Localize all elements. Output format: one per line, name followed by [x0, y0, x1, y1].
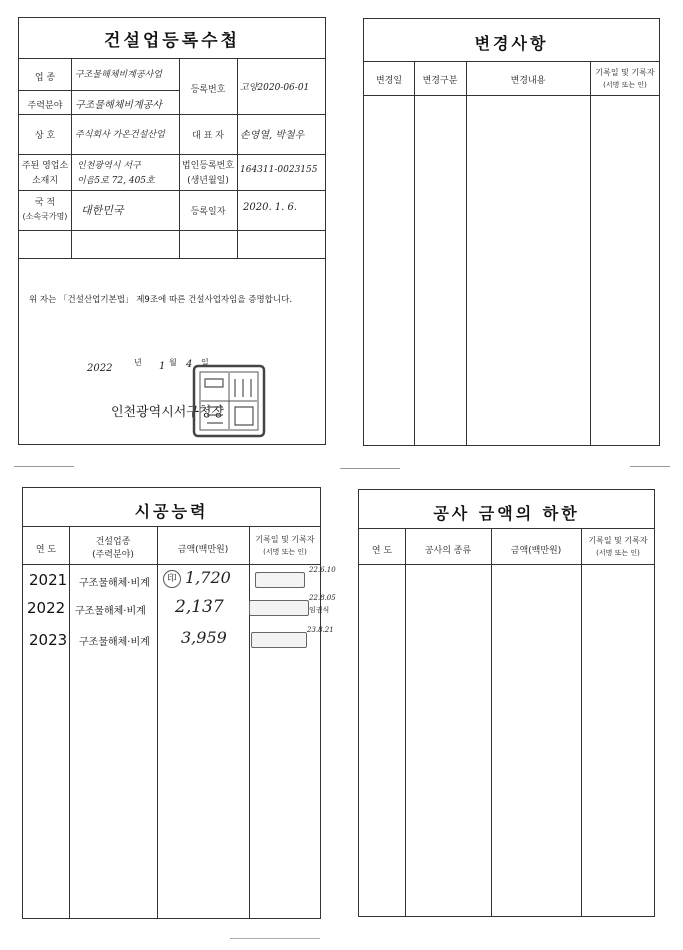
divider [359, 564, 654, 565]
divider [23, 564, 320, 565]
record-stamp [249, 600, 309, 616]
company-name-value: 주식회사 가온건설산업 [75, 130, 165, 140]
header-year: 연 도 [35, 545, 57, 555]
issue-month-unit: 월 [169, 358, 177, 367]
divider [491, 528, 492, 916]
header-amount: 금액(백만원) [177, 545, 229, 555]
year-2023: 2023 [29, 631, 68, 649]
registration-title: 건설업등록수첩 [104, 31, 240, 51]
divider [237, 58, 238, 258]
sector-2021: 구조물해체·비계 [79, 578, 150, 589]
divider [14, 466, 74, 467]
divider [414, 61, 415, 445]
divider [157, 526, 158, 918]
company-name-label: 상 호 [34, 131, 56, 141]
representative-value: 손영열, 박철우 [240, 130, 305, 141]
representative-label: 대 표 자 [192, 131, 224, 141]
issue-year-unit: 년 [134, 358, 142, 367]
header-record: 기록일 및 기록자 [255, 535, 315, 544]
header-sector: 건설업종 [95, 537, 131, 547]
divider [405, 528, 406, 916]
limit-title: 공사 금액의 하한 [433, 504, 580, 523]
recorder-name-2022: 임권식 [309, 606, 330, 614]
amount-2021: 1,720 [185, 568, 231, 587]
nationality-label-line1: 국 적 [34, 198, 56, 208]
divider [19, 114, 325, 115]
divider [230, 938, 320, 939]
sector-2022: 구조물해체·비계 [75, 606, 146, 617]
header-change-type: 변경구분 [422, 76, 458, 86]
divider [19, 154, 325, 155]
divider [466, 61, 467, 445]
registration-panel [18, 17, 326, 445]
header-change-date: 변경일 [375, 76, 403, 86]
business-type-label: 업 종 [34, 73, 56, 83]
divider [590, 61, 591, 445]
registration-date-label: 등록일자 [190, 207, 226, 217]
divider [19, 190, 325, 191]
header-year: 연 도 [371, 546, 393, 556]
divider [581, 528, 582, 916]
divider [19, 58, 325, 59]
registration-no-label: 등록번호 [190, 85, 226, 95]
divider [23, 526, 320, 527]
official-seal [191, 363, 267, 439]
office-label-line2: 소재지 [31, 176, 59, 186]
divider [19, 258, 325, 259]
divider [19, 90, 179, 91]
office-label-line1: 주된 영업소 [21, 161, 69, 171]
header-record: 기록일 및 기록자 [588, 536, 648, 545]
main-field-label: 주력분야 [27, 101, 63, 111]
certify-text: 위 자는 「건설산업기본법」 제9조에 따른 건설사업자임을 증명합니다. [29, 295, 293, 305]
office-address-line2: 이음5로 72, 405호 [77, 176, 155, 186]
divider [364, 95, 659, 96]
amount-2022: 2,137 [175, 597, 224, 617]
capability-panel [22, 487, 336, 919]
capability-title: 시공능력 [134, 502, 209, 521]
header-sector-sub: (주력분야) [92, 550, 134, 560]
header-signature: (서명 또는 인) [263, 548, 307, 556]
office-address-line1: 인천광역시 서구 [77, 161, 141, 171]
header-change-content: 변경내용 [510, 76, 546, 86]
divider [359, 528, 654, 529]
record-stamp [255, 572, 305, 588]
seal-icon: 印 [163, 570, 181, 588]
divider [71, 58, 72, 258]
corp-reg-value: 164311-0023155 [240, 165, 318, 175]
record-date-2023: 23.8.21 [307, 626, 334, 634]
record-date-2022: 22.8.05 [309, 594, 336, 602]
header-record: 기록일 및 기록자 [595, 68, 655, 77]
divider [19, 230, 325, 231]
divider [340, 468, 400, 469]
nationality-value: 대한민국 [81, 204, 124, 217]
registration-no-value: 고양2020-06-01 [240, 83, 310, 93]
divider [249, 526, 250, 918]
header-signature: (서명 또는 인) [596, 549, 640, 557]
amount-2023: 3,959 [181, 628, 227, 647]
divider [630, 466, 670, 467]
divider [69, 526, 70, 918]
header-signature: (서명 또는 인) [603, 81, 647, 89]
issue-day-unit: 일 [201, 358, 209, 367]
issue-month: 1 [159, 361, 166, 372]
record-date-2021: 22.6.10 [309, 566, 336, 574]
issuer-name: 인천광역시서구청장 [111, 405, 225, 420]
divider [364, 61, 659, 62]
corp-reg-label-line1: 법인등록번호 [181, 161, 235, 171]
business-type-value: 구조물해체비계공사업 [75, 70, 162, 80]
registration-date-value: 2020. 1. 6. [243, 202, 298, 213]
year-2022: 2022 [27, 599, 66, 617]
main-field-value: 구조물해체비계공사 [75, 100, 162, 111]
header-amount: 금액(백만원) [510, 546, 562, 556]
record-stamp [251, 632, 307, 648]
nationality-label-line2: (소속국가명) [22, 212, 68, 221]
sector-2023: 구조물해체·비계 [79, 637, 150, 648]
changes-panel [363, 18, 660, 446]
issue-year: 2022 [87, 363, 113, 374]
limit-panel [358, 489, 655, 917]
year-2021: 2021 [29, 571, 68, 589]
corp-reg-label-line2: (생년월일) [187, 176, 229, 186]
changes-title: 변경사항 [474, 34, 549, 53]
issue-day: 4 [186, 359, 193, 370]
header-work-type: 공사의 종류 [424, 546, 472, 556]
